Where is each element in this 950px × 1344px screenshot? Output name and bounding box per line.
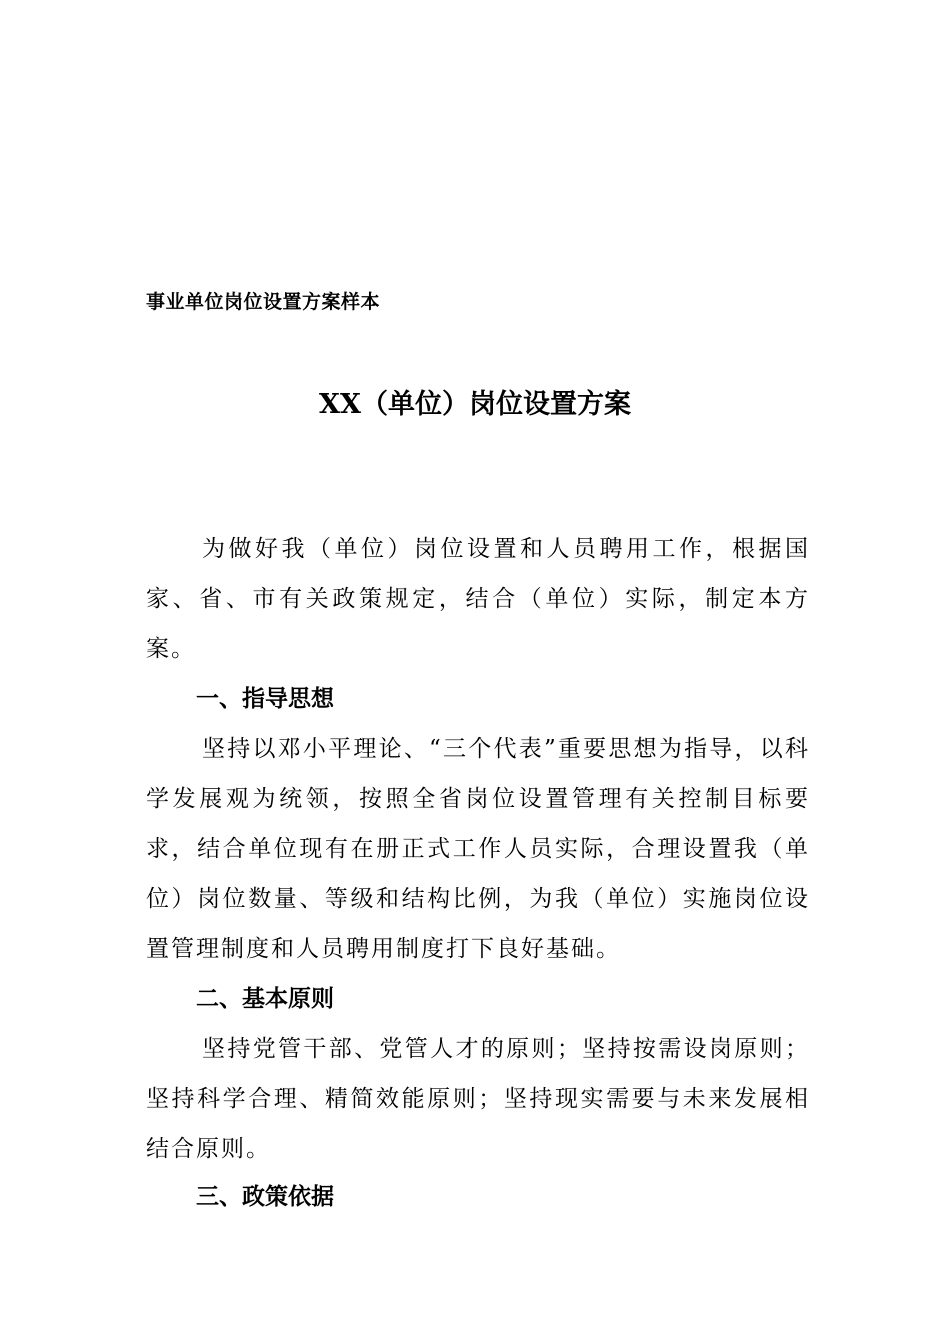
section-heading-guiding-ideology: 一、指导思想 [196,685,334,712]
section-heading-policy-basis: 三、政策依据 [196,1183,334,1210]
section-paragraph-basic-principles: 坚持党管干部、党管人才的原则；坚持按需设岗原则；坚持科学合理、精简效能原则；坚持现实需要与未来发展相结合原则。 [146,1036,810,1162]
intro-paragraph: 为做好我（单位）岗位设置和人员聘用工作，根据国家、省、市有关政策规定，结合（单位）实际，制定本方案。 [146,536,810,662]
document-sample-label: 事业单位岗位设置方案样本 [146,291,381,313]
section-paragraph-guiding-ideology: 坚持以邓小平理论、“三个代表”重要思想为指导，以科学发展观为统领，按照全省岗位设置管理有关控制目标要求，结合单位现有在册正式工作人员实际，合理设置我（单位）岗位数量、等级和结构比例，为我（单位）实施岗位设置管理制度和人员聘用制度打下良好基础。 [146,736,810,962]
document-title: XX（单位）岗位设置方案 [319,389,631,420]
section-heading-basic-principles: 二、基本原则 [196,985,334,1012]
